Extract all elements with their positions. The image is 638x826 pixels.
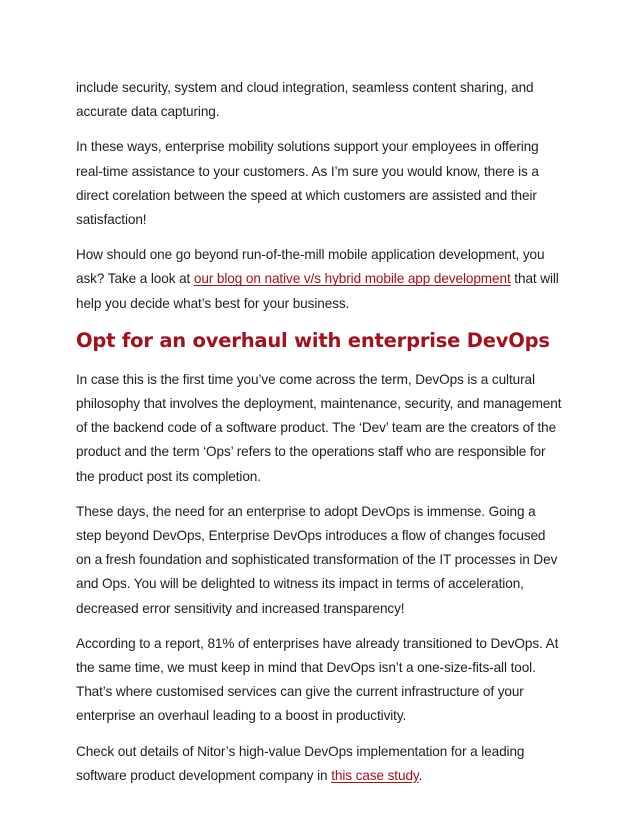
paragraph-blog — [76, 243, 562, 316]
paragraph-enterprise-devops: These days, the need for an enterprise to adopt DevOps is immense. Going a step beyond DevOps, Enterprise DevOps introduces a flow of changes focused on a fresh foundation and sophisticated transformation of the IT processes in Dev and Ops. You will be delighted to witness its impact in terms of acceleration, decreased error sensitivity and increased transparency! — [76, 503, 558, 616]
paragraph-case-study-text-after: . — [418, 767, 423, 783]
paragraph-case-study-text-before: Check out details of Nitor’s high-value DevOps implementation for a leading software product development company in — [76, 743, 525, 783]
paragraph-blog-text-after: that will help you decide what’s best for your business. — [76, 271, 559, 311]
paragraph-case-study — [76, 740, 562, 788]
paragraph-blog-text-before: How should one go beyond run-of-the-mill mobile application development, you ask? Take a look at — [76, 247, 545, 287]
native-vs-hybrid-blog-link[interactable]: our blog on native v/s hybrid mobile app development — [193, 271, 511, 287]
paragraph-security: include security, system and cloud integration, seamless content sharing, and accurate data capturing. — [76, 80, 534, 120]
case-study-link[interactable]: this case study — [331, 767, 419, 783]
paragraph-devops-report: According to a report, 81% of enterprises have already transitioned to DevOps. At the same time, we must keep in mind that DevOps isn’t a one-size-fits-all tool. That’s where customised services can give the current infrastructure of your enterprise an overhaul leading to a boost in productivity. — [76, 635, 559, 724]
paragraph-mobility: In these ways, enterprise mobility solutions support your employees in offering real-time assistance to your customers. As I’m sure you would know, there is a direct corelation between the speed at which customers are assisted and their satisfaction! — [76, 139, 539, 228]
paragraph-devops-definition: In case this is the first time you’ve come across the term, DevOps is a cultural philosophy that involves the deployment, maintenance, security, and management of the backend code of a software product. The ‘Dev’ team are the creators of the product and the term ‘Ops’ refers to the operations staff who are responsible for the product post its completion. — [76, 371, 562, 484]
section-heading-devops: Opt for an overhaul with enterprise DevOps — [76, 328, 550, 352]
